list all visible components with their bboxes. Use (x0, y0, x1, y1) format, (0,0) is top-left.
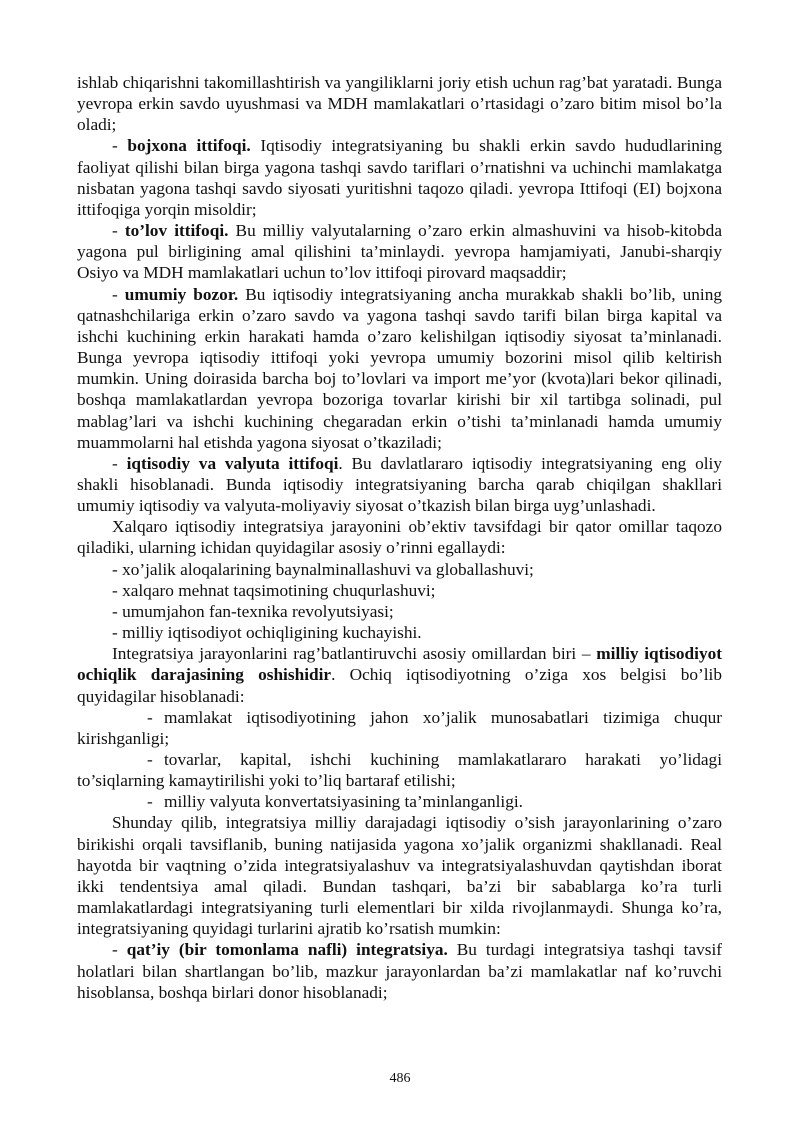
list-item: - umumjahon fan-texnika revolyutsiyasi; (112, 601, 394, 621)
term-economic-currency-union: iqtisodiy va valyuta ittifoqi (126, 453, 339, 473)
term-common-market: umumiy bozor. (124, 284, 239, 304)
term-customs-union: bojxona ittifoqi. (127, 136, 251, 156)
paragraph-payment-union: - to’lov ittifoqi. Bu milliy valyutalarning o’zaro erkin almashuvini va hisob-kitobda yagona pul birligining amal qilishini ta’minlaydi. yevropa hamjamiyati, Janubi-sharqiy Osiyo va MDH mamlakatlari uchun to’lov ittifoqi pirovard maqsaddir; (77, 221, 722, 283)
list-item: - milliy iqtisodiyot ochiqligining kuchayishi. (112, 623, 422, 643)
list-item: - milliy valyuta konvertatsiyasining ta’minlanganligi. (147, 792, 523, 812)
list-item: - xalqaro mehnat taqsimotining chuqurlashuvi; (112, 580, 436, 600)
list-item: - xo’jalik aloqalarining baynalminallashuvi va globallashuvi; (112, 559, 534, 579)
paragraph-openness: Integratsiya jarayonlarini rag’batlantiruvchi asosiy omillardan biri – milliy iqtisodiyot ochiqlik darajasining oshishidir. Ochiq iqtisodiyotning o’ziga xos belgisi bo’lib quyidagilar hisoblanadi: (77, 644, 722, 706)
document-body (77, 72, 722, 1003)
page-number: 486 (389, 1071, 411, 1086)
paragraph-conclusion: Shunday qilib, integratsiya milliy darajadagi iqtisodiy o’sish jarayonlarining o’zaro birikishi orqali tavsiflanib, buning natijasida yagona xo’jalik organizmi shakllanadi. Real hayotda bir vaqtning o’zida integratsiyalashuv va integratsiyalashuvdan qaytishdan iborat ikki tendentsiya amal qiladi. Bundan tashqari, ba’zi bir sabablarga ko’ra turli mamlakatlardagi integratsiyaning turli elementlari bir xilda rivojlanmaydi. Shunga ko’ra, integratsiyaning quyidagi turlarini ajratib ko’rsatish mumkin: (77, 813, 722, 939)
paragraph-economic-currency-union: - iqtisodiy va valyuta ittifoqi. Bu davlatlararo iqtisodiy integratsiyaning eng oliy shakli hisoblanadi. Bunda iqtisodiy integratsiyaning barcha qarab chiqilgan shakllari umumiy iqtisodiy va valyuta-moliyaviy siyosat o’tkazish bilan birga uyg’unlashadi. (77, 453, 723, 516)
term-strict-integration: qat’iy (bir tomonlama nafli) integratsiya. (126, 940, 448, 960)
term-openness: milliy iqtisodiyot ochiqlik darajasining oshishidir (77, 644, 722, 685)
list-item: - mamlakat iqtisodiyotining jahon xo’jalik munosabatlari tizimiga chuqur kirishganligi; (77, 707, 722, 748)
list-item: - tovarlar, kapital, ishchi kuchining mamlakatlararo harakati yo’lidagi to’siqlarning kamaytirilishi yoki to’liq bartaraf etilishi; (77, 750, 722, 791)
paragraph-strict-integration: - qat’iy (bir tomonlama nafli) integratsiya. Bu turdagi integratsiya tashqi tavsif holatlari bilan shartlangan bo’lib, mazkur jarayonlardan ba’zi mamlakatlar naf ko’ruvchi hisoblansa, boshqa birlari donor hisoblanadi; (77, 940, 723, 1002)
paragraph-customs-union: - bojxona ittifoqi. Iqtisodiy integratsiyaning bu shakli erkin savdo hududlarining faoliyat qilishi bilan birga yagona tashqi savdo tariflari o’rnatishni va uchinchi mamlakatga nisbatan yagona tashqi savdo siyosati yuritishni taqozo qiladi. yevropa Ittifoqi (EI) bojxona ittifoqiga yorqin misoldir; (77, 136, 722, 219)
paragraph-intro: ishlab chiqarishni takomillashtirish va yangiliklarni joriy etish uchun rag’bat yaratadi. Bunga yevropa erkin savdo uyushmasi va MDH mamlakatlari o’rtasidagi o’zaro bitim misol bo’la oladi; (77, 73, 722, 135)
paragraph-factors: Xalqaro iqtisodiy integratsiya jarayonini ob’ektiv tavsifdagi bir qator omillar taqozo qiladiki, ularning ichidan quyidagilar asosiy o’rinni egallaydi: (77, 517, 722, 558)
term-payment-union: to’lov ittifoqi. (124, 221, 229, 241)
paragraph-common-market: - umumiy bozor. Bu iqtisodiy integratsiyaning ancha murakkab shakli bo’lib, uning qatnashchilariga erkin o’zaro savdo va yagona tashqi savdo tarifi bilan birga kapital va ishchi kuchining erkin harakati hamda o’zaro kelishilgan iqtisodiy siyosat ta’minlanadi. Bunga yevropa iqtisodiy ittifoqi yoki yevropa umumiy bozorini misol qilib keltirish mumkin. Uning doirasida barcha boj to’lovlari va import me’yor (kvota)lari bekor qilinadi, boshqa mamlakatlardan yevropa bozoriga tovarlar kirishi bir xil tartibga solinadi, pul mablag’lari va ishchi kuchining chegaradan erkin o’tishi ta’minlanadi hamda umumiy muammolarni hal etishda yagona siyosat o’tkaziladi; (77, 284, 723, 452)
